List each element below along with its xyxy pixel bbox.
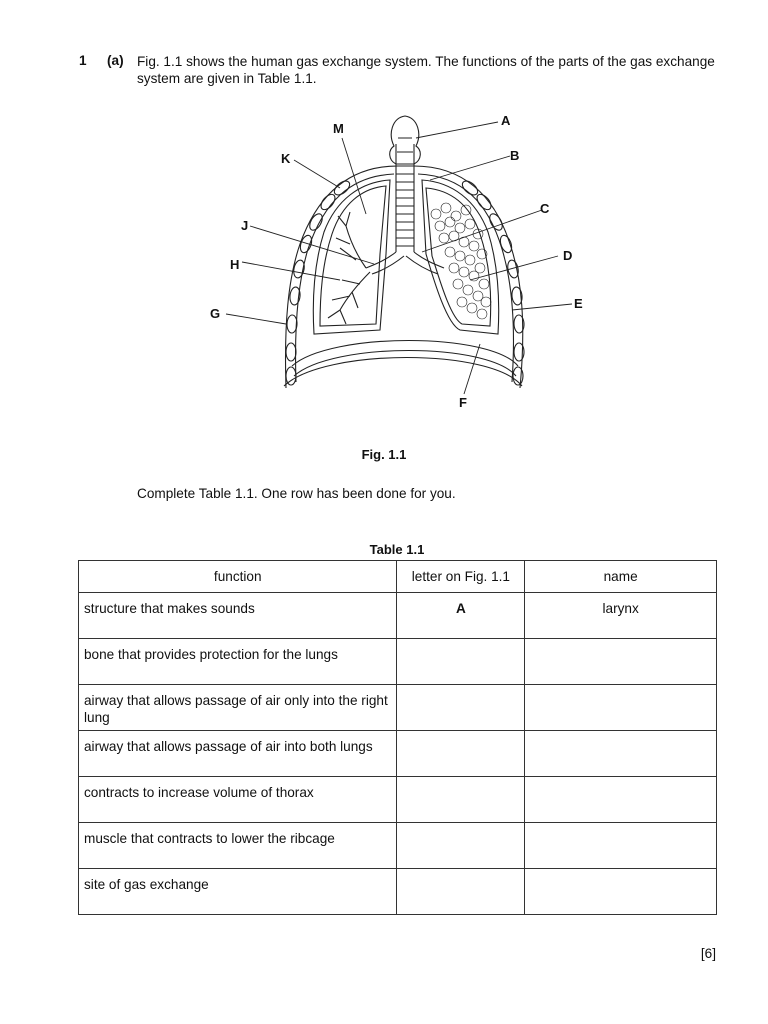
label-J: J bbox=[241, 218, 249, 233]
alveoli bbox=[431, 203, 491, 319]
table-caption: Table 1.1 bbox=[369, 542, 425, 557]
label-A: A bbox=[501, 113, 511, 128]
header-letter: letter on Fig. 1.1 bbox=[397, 561, 525, 593]
letter-cell[interactable] bbox=[397, 685, 525, 731]
diaphragm bbox=[292, 341, 518, 367]
function-cell: airway that allows passage of air into both lungs bbox=[79, 731, 397, 777]
leader-lines bbox=[226, 122, 572, 394]
name-cell: larynx bbox=[525, 593, 717, 639]
label-C: C bbox=[540, 201, 550, 216]
letter-cell: A bbox=[397, 593, 525, 639]
question-part: (a) bbox=[107, 53, 124, 68]
label-F: F bbox=[459, 395, 467, 410]
name-cell[interactable] bbox=[525, 823, 717, 869]
larynx bbox=[390, 116, 421, 164]
letter-cell[interactable] bbox=[397, 869, 525, 915]
label-B: B bbox=[510, 148, 520, 163]
name-cell[interactable] bbox=[525, 731, 717, 777]
label-D: D bbox=[563, 248, 573, 263]
trachea-rings bbox=[396, 166, 414, 246]
label-K: K bbox=[281, 151, 291, 166]
answer-table bbox=[78, 560, 717, 915]
header-function: function bbox=[79, 561, 397, 593]
letter-cell[interactable] bbox=[397, 823, 525, 869]
ribcage-outer-left bbox=[286, 166, 398, 388]
function-cell: muscle that contracts to lower the ribcage bbox=[79, 823, 397, 869]
question-intro: Fig. 1.1 shows the human gas exchange system. The functions of the parts of the gas exchange system are given in Table 1.1. bbox=[137, 54, 715, 86]
name-cell[interactable] bbox=[525, 639, 717, 685]
figure-caption: Fig. 1.1 bbox=[361, 447, 407, 462]
function-cell: site of gas exchange bbox=[79, 869, 397, 915]
function-cell: structure that makes sounds bbox=[79, 593, 397, 639]
letter-cell[interactable] bbox=[397, 731, 525, 777]
table-row bbox=[79, 777, 717, 823]
ribcage-outer-right bbox=[414, 166, 523, 388]
ribs-right bbox=[460, 178, 524, 385]
name-cell[interactable] bbox=[525, 685, 717, 731]
table-row bbox=[79, 869, 717, 915]
table-row bbox=[79, 593, 717, 639]
label-M: M bbox=[333, 121, 344, 136]
bronchus-right bbox=[406, 252, 444, 274]
marks-total: [6] bbox=[700, 946, 716, 961]
header-name: name bbox=[525, 561, 717, 593]
table-row bbox=[79, 685, 717, 731]
function-cell: bone that provides protection for the lungs bbox=[79, 639, 397, 685]
function-cell: airway that allows passage of air only into the right lung bbox=[79, 685, 397, 731]
instruction-text: Complete Table 1.1. One row has been done for you. bbox=[137, 486, 456, 501]
question-number: 1 bbox=[79, 53, 87, 68]
ribs-left bbox=[286, 178, 352, 385]
name-cell[interactable] bbox=[525, 777, 717, 823]
gas-exchange-figure bbox=[200, 104, 600, 416]
table-row bbox=[79, 823, 717, 869]
label-G: G bbox=[210, 306, 221, 321]
letter-cell[interactable] bbox=[397, 777, 525, 823]
table-row bbox=[79, 731, 717, 777]
table-row bbox=[79, 639, 717, 685]
function-cell: contracts to increase volume of thorax bbox=[79, 777, 397, 823]
gas-exchange-diagram bbox=[200, 104, 600, 416]
right-lung-outline bbox=[422, 180, 499, 334]
label-E: E bbox=[574, 296, 583, 311]
table-header-row bbox=[79, 561, 717, 593]
name-cell[interactable] bbox=[525, 869, 717, 915]
letter-cell[interactable] bbox=[397, 639, 525, 685]
label-H: H bbox=[230, 257, 240, 272]
